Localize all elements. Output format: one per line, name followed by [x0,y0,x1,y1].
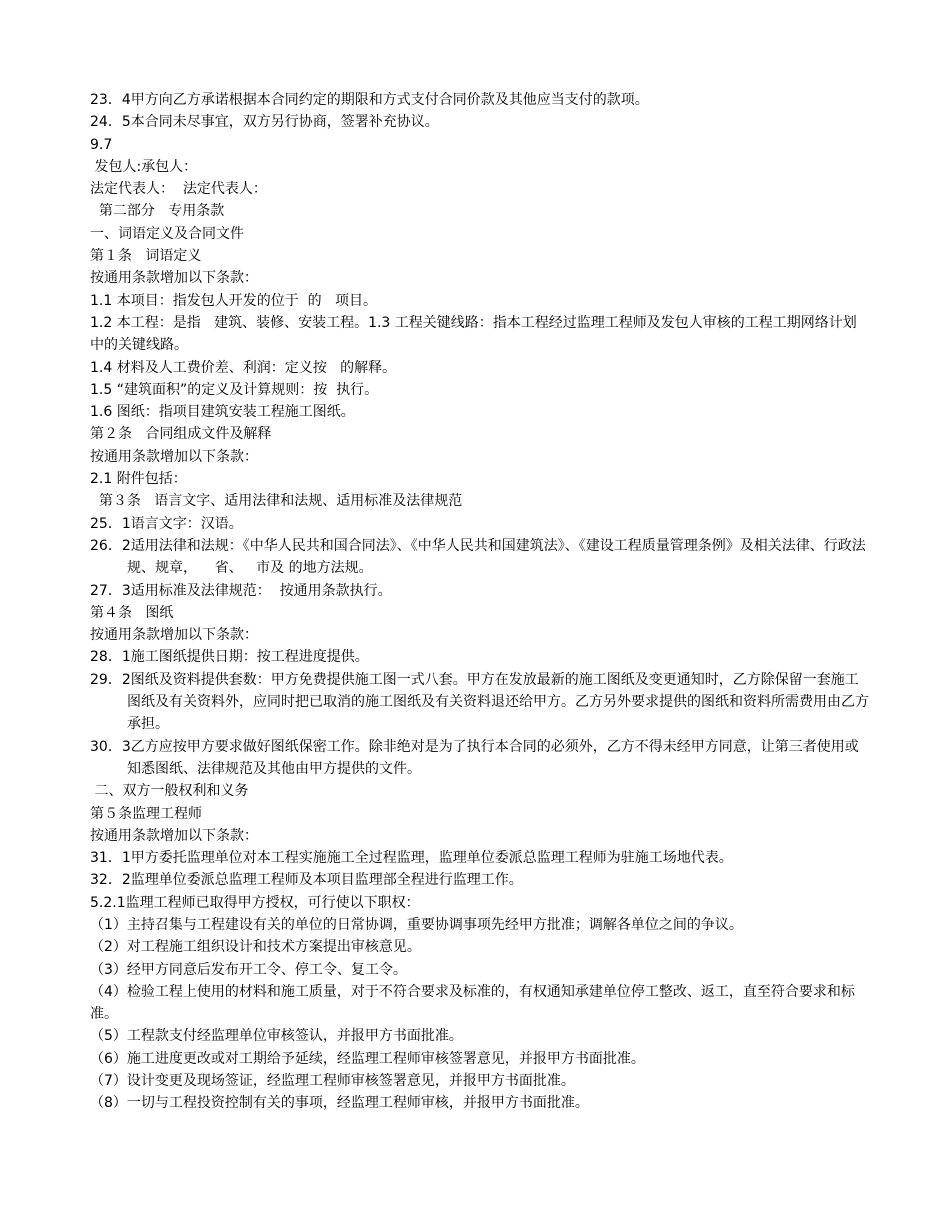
section-heading-rights: 二、双方一般权利和义务 [90,783,249,800]
article-4-heading: 第４条 图纸 [90,604,174,621]
article-3-heading: 第３条 语言文字、适用法律和法规、适用标准及法律规范 [90,493,463,510]
clause-30-3: 30．3乙方应按甲方要求做好图纸保密工作。除非绝对是为了执行本合同的必须外，乙方不得未经甲方同意，让第三者使用或知悉图纸、法律规范及其他由甲方提供的文件。 [90,738,859,777]
clause-32-2: 32．2监理单位委派总监理工程师及本项目监理部全程进行监理工作。 [90,872,523,889]
clause-1-6: 1.6 图纸：指项目建筑安装工程施工图纸。 [90,404,355,421]
clause-5-2-1: 5.2.1监理工程师已取得甲方授权，可行使以下职权： [90,894,420,911]
clause-25-1: 25．1语言文字：汉语。 [90,515,243,532]
article-4-intro: 按通用条款增加以下条款： [90,627,258,644]
duty-item-1: （1）主持召集与工程建设有关的单位的日常协调，重要协调事项先经甲方批准；调解各单位之间的争议。 [90,916,743,933]
article-1-intro: 按通用条款增加以下条款： [90,270,258,287]
article-2-heading: 第２条 合同组成文件及解释 [90,426,272,443]
signature-parties: 发包人:承包人： [90,158,198,175]
article-1-heading: 第１条 词语定义 [90,248,202,265]
duty-item-2: （2）对工程施工组织设计和技术方案提出审核意见。 [90,939,421,956]
duty-item-3: （3）经甲方同意后发布开工令、停工令、复工令。 [90,961,407,978]
duty-item-6: （6）施工进度更改或对工期给予延续，经监理工程师审核签署意见，并报甲方书面批准。 [90,1050,645,1067]
clause-1-4: 1.4 材料及人工费价差、利润：定义按 的解释。 [90,359,397,376]
signature-legal-reps: 法定代表人： 法定代表人： [90,181,267,198]
duty-item-8: （8）一切与工程投资控制有关的事项，经监理工程师审核，并报甲方书面批准。 [90,1095,589,1112]
part-two-heading: 第二部分 专用条款 [90,203,225,220]
clause-31-1: 31．1甲方委托监理单位对本工程实施施工全过程监理，监理单位委派总监理工程师为驻施工场地代表。 [90,850,733,867]
clause-2-1: 2.1 附件包括： [90,471,187,488]
article-2-intro: 按通用条款增加以下条款： [90,448,258,465]
clause-1-5: 1.5 “建筑面积”的定义及计算规则：按 执行。 [90,381,379,398]
duty-item-4: （4）检验工程上使用的材料和施工质量，对于不符合要求及标准的，有权通知承建单位停工整改、返工，直至符合要求和标准。 [90,983,855,1023]
clause-26-2: 26．2适用法律和法规：《中华人民共和国合同法》、《中华人民共和国建筑法》、《建设工程质量管理条例》及相关法律、行政法规、规章， 省、 市及 的地方法规。 [90,537,866,577]
article-5-intro: 按通用条款增加以下条款： [90,827,258,844]
article-5-heading: 第５条监理工程师 [90,805,202,822]
clause-24-5: 24．5本合同未尽事宜，双方另行协商，签署补充协议。 [90,114,439,131]
clause-27-3: 27．3适用标准及法律规范： 按通用条款执行。 [90,582,392,599]
section-heading-definitions: 一、词语定义及合同文件 [90,225,244,242]
clause-28-1: 28．1施工图纸提供日期：按工程进度提供。 [90,649,369,666]
section-number: 9.7 [90,136,113,153]
clause-1-2: 1.2 本工程：是指 建筑、装修、安装工程。1.3 工程关键线路：指本工程经过监理工程师及发包人审核的工程工期网络计划中的关键线路。 [90,314,857,354]
duty-item-5: （5）工程款支付经监理单位审核签认，并报甲方书面批准。 [90,1028,463,1045]
duty-item-7: （7）设计变更及现场签证，经监理工程师审核签署意见，并报甲方书面批准。 [90,1073,575,1090]
clause-1-1: 1.1 本项目：指发包人开发的位于 的 项目。 [90,292,377,309]
clause-29-2: 29．2图纸及资料提供套数：甲方免费提供施工图一式八套。甲方在发放最新的施工图纸及变更通知时，乙方除保留一套施工图纸及有关资料外，应同时把已取消的施工图纸及有关资料退还给甲方。乙方另外要求提供的图纸和资料所需费用由乙方承担。 [90,671,869,733]
document-page [90,89,870,1115]
clause-23-4: 23．4甲方向乙方承诺根据本合同约定的期限和方式支付合同价款及其他应当支付的款项。 [90,92,649,108]
